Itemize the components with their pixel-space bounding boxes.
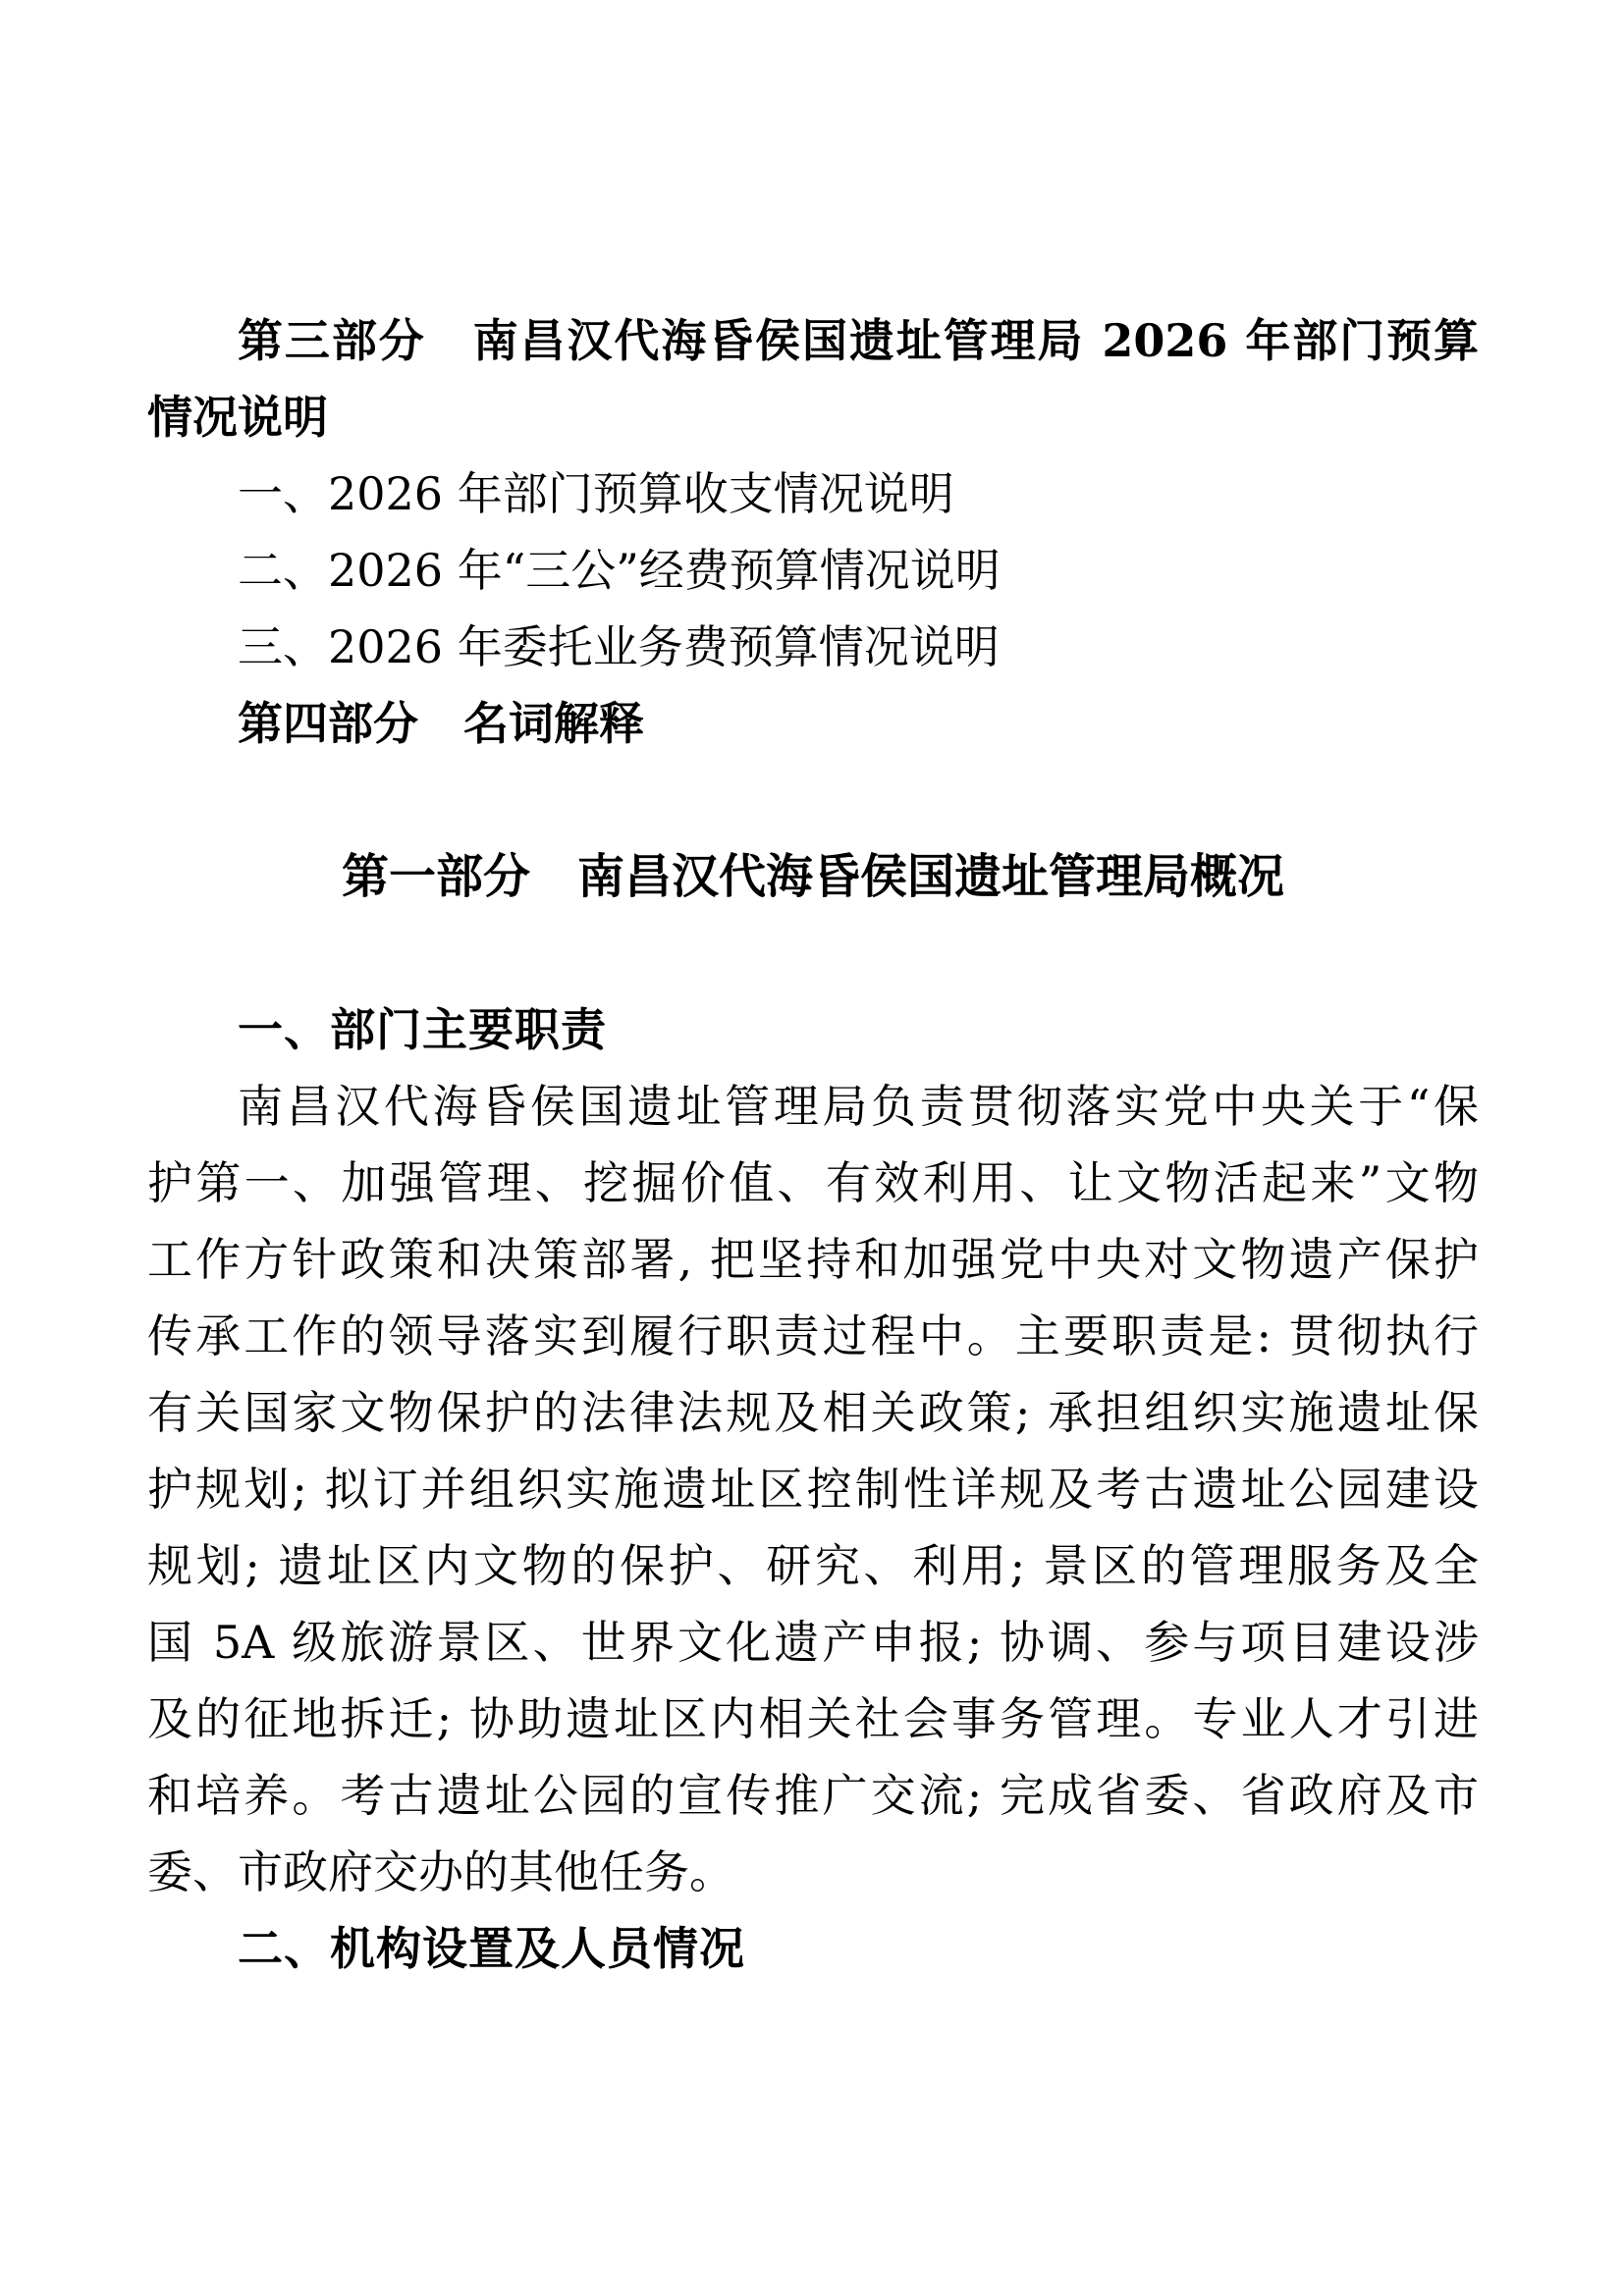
- toc-section3-title-line1: 第三部分 南昌汉代海昏侯国遗址管理局 2026 年部门预算: [238, 314, 1479, 367]
- toc-section4-title: 第四部分 名词解释: [238, 697, 644, 750]
- toc-item: 一、2026 年部门预算收支情况说明: [238, 467, 954, 520]
- part1-heading: 第一部分 南昌汉代海昏侯国遗址管理局概况: [341, 849, 1284, 904]
- blank-line: [147, 915, 1479, 991]
- paragraph-line: 护第一、加强管理、挖掘价值、有效利用、让文物活起来”文物: [147, 1156, 1479, 1209]
- paragraph-line: 南昌汉代海昏侯国遗址管理局负责贯彻落实党中央关于“保: [238, 1080, 1479, 1133]
- toc-section3-title-line2: 情况说明: [147, 391, 328, 444]
- section2-heading: 二、机构设置及人员情况: [238, 1922, 745, 1975]
- paragraph-line: 传承工作的领导落实到履行职责过程中。主要职责是: 贯彻执行: [147, 1309, 1479, 1362]
- blank-line: [147, 762, 1479, 838]
- paragraph-line: 和培养。考古遗址公园的宣传推广交流; 完成省委、省政府及市: [147, 1769, 1479, 1822]
- paragraph-line: 及的征地拆迁; 协助遗址区内相关社会事务管理。专业人才引进: [147, 1692, 1479, 1745]
- toc-item: 三、2026 年委托业务费预算情况说明: [238, 620, 1000, 673]
- paragraph-line: 护规划; 拟订并组织实施遗址区控制性详规及考古遗址公园建设: [147, 1463, 1479, 1516]
- paragraph-line: 委、市政府交办的其他任务。: [147, 1845, 734, 1898]
- paragraph-line: 国 5A 级旅游景区、世界文化遗产申报; 协调、参与项目建设涉: [147, 1616, 1479, 1669]
- document-content: [147, 302, 1479, 1987]
- paragraph-line: 工作方针政策和决策部署, 把坚持和加强党中央对文物遗产保护: [147, 1233, 1479, 1286]
- section1-heading: 一、部门主要职责: [238, 1003, 607, 1056]
- toc-item: 二、2026 年“三公”经费预算情况说明: [238, 544, 1001, 597]
- paragraph-line: 规划; 遗址区内文物的保护、研究、利用; 景区的管理服务及全: [147, 1539, 1479, 1592]
- paragraph-line: 有关国家文物保护的法律法规及相关政策; 承担组织实施遗址保: [147, 1386, 1479, 1439]
